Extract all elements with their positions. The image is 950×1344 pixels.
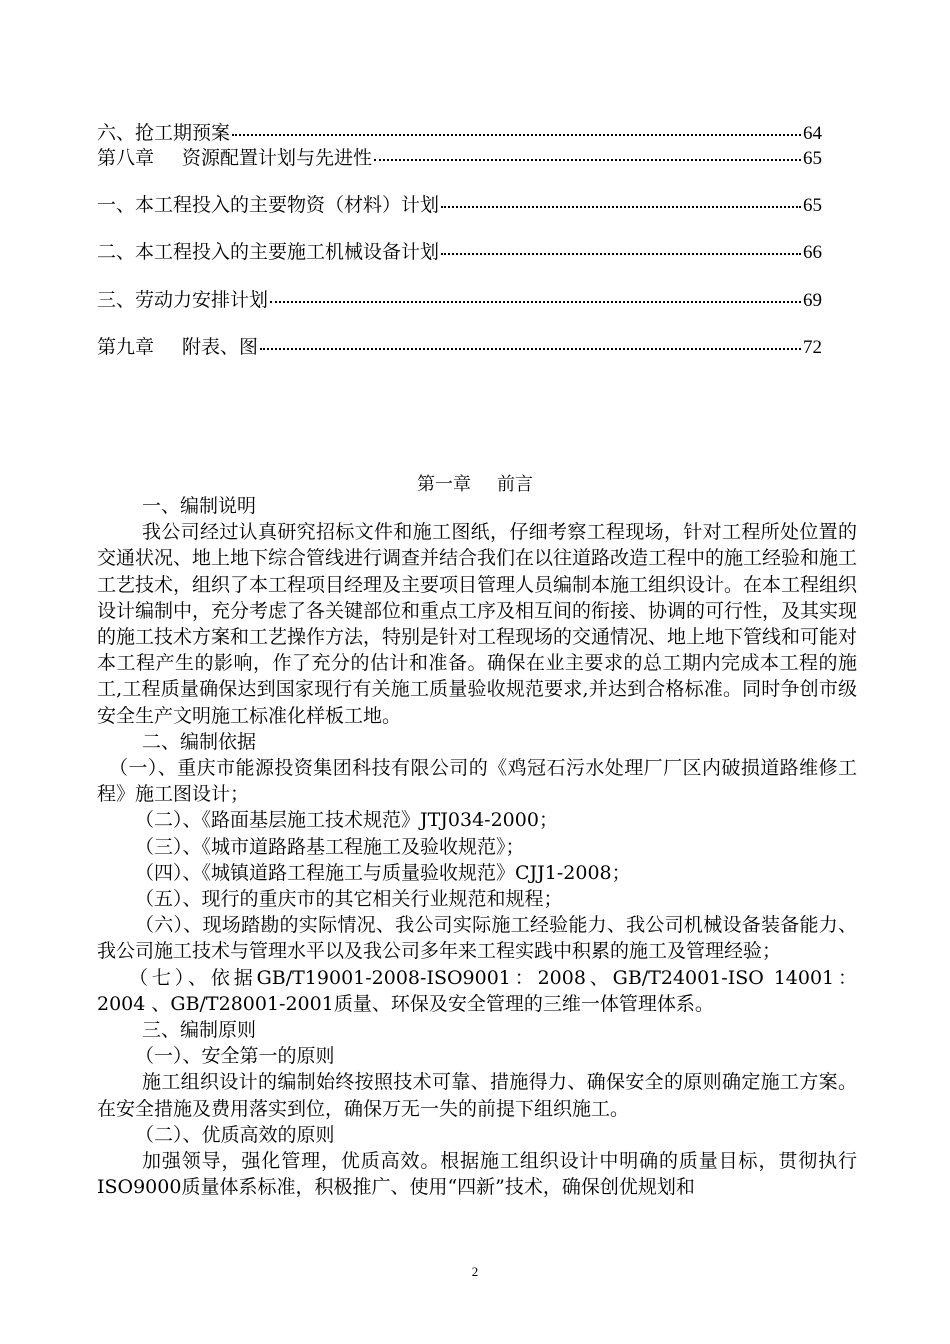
document-body <box>97 493 857 1200</box>
toc-entry-title: 三、劳动力安排计划 <box>97 289 269 311</box>
chapter-number: 第一章 <box>417 474 471 495</box>
list-item: （二）、《路面基层施工技术规范》JTJ034-2000； <box>135 809 558 832</box>
section-heading: 一、编制说明 <box>142 495 257 517</box>
list-item: （三）、《城市道路路基工程施工及验收规范》； <box>135 835 525 858</box>
paragraph: 加强领导，强化管理，优质高效。根据施工组织设计中明确的质量目标，贯彻执行ISO9000质量体系标准，积极推广、使用“四新”技术，确保创优规划和 <box>97 1150 857 1199</box>
toc-entry-page: 65 <box>803 148 822 169</box>
toc-entry-title: 一、本工程投入的主要物资（材料）计划 <box>97 194 440 216</box>
toc-leader-dots <box>270 285 801 303</box>
toc-entry-title: 第九章 附表、图 <box>97 336 259 358</box>
toc-entry-page: 69 <box>803 290 822 311</box>
toc-entry-title: 六、抢工期预案 <box>97 122 231 144</box>
toc-leader-dots <box>374 143 801 161</box>
chapter-name: 前言 <box>497 474 533 495</box>
toc-entry-page: 72 <box>803 337 822 358</box>
toc-entry-title: 二、本工程投入的主要施工机械设备计划 <box>97 241 440 263</box>
toc-entry[interactable] <box>97 143 822 169</box>
paragraph: 我公司经过认真研究招标文件和施工图纸，仔细考察工程现场，针对工程所处位置的交通状况、地上地下综合管线进行调查并结合我们在以往道路改造工程中的施工经验和施工工艺技术，组织了本工程项目经理及主要项目管理人员编制本施工组织设计。在本工程组织设计编制中，充分考虑了各关键部位和重点工序及相互间的衔接、协调的可行性，及其实现的施工技术方案和工艺操作方法，特别是针对工程现场的交通情况、地上地下管线和可能对本工程产生的影响，作了充分的估计和准备。确保在业主要求的总工期内完成本工程的施工,工程质量确保达到国家现行有关施工质量验收规范要求,并达到合格标准。同时争创市级安全生产文明施工标准化样板工地。 <box>97 521 858 727</box>
list-item: （五）、现行的重庆市的其它相关行业规范和规程； <box>135 888 563 911</box>
toc-entry[interactable] <box>97 190 822 216</box>
list-item: （六）、现场踏勘的实际情况、我公司实际施工经验能力、我公司机械设备装备能力、我公司施工技术与管理水平以及我公司多年来工程实践中积累的施工及管理经验； <box>97 914 857 963</box>
toc-entry-page: 64 <box>803 123 822 144</box>
toc-leader-dots <box>260 332 801 350</box>
toc-entry-page: 65 <box>803 195 822 216</box>
subsection-heading: （一）、安全第一的原则 <box>135 1045 335 1068</box>
paragraph: 施工组织设计的编制始终按照技术可靠、措施得力、确保安全的原则确定施工方案。在安全措施及费用落实到位，确保万无一失的前提下组织施工。 <box>97 1071 857 1120</box>
toc-entry[interactable] <box>97 237 822 263</box>
subsection-heading: （二）、优质高效的原则 <box>135 1123 335 1146</box>
page-number: 2 <box>471 1264 479 1279</box>
section-heading: 三、编制原则 <box>142 1019 257 1042</box>
toc-entry-title: 第八章 资源配置计划与先进性 <box>97 147 373 169</box>
toc-leader-dots <box>441 190 801 208</box>
toc-leader-dots <box>441 237 801 255</box>
toc-entry[interactable] <box>97 118 822 144</box>
section-heading: 二、编制依据 <box>142 730 257 753</box>
list-item: （一）、重庆市能源投资集团科技有限公司的《鸡冠石污水处理厂厂区内破损道路维修工程》施工图设计； <box>97 757 857 806</box>
toc-entry[interactable] <box>97 285 822 311</box>
list-item: （七）、依据GB/T19001-2008-ISO9001：2008、GB/T24001-ISO 14001：2004 、GB/T28001-2001质量、环保及安全管理的三维一体管理体系。 <box>97 966 857 1015</box>
toc-leader-dots <box>232 118 801 136</box>
list-item: （四）、《城镇道路工程施工与质量验收规范》CJJ1-2008； <box>135 861 631 884</box>
toc-entry[interactable] <box>97 332 822 358</box>
toc-entry-page: 66 <box>803 242 822 263</box>
